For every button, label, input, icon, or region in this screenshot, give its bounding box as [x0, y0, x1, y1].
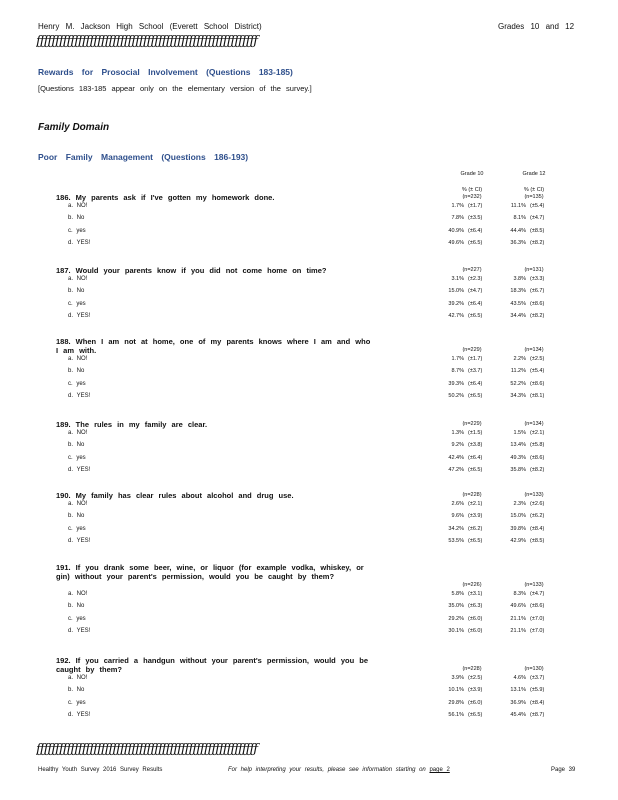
question-text: 188. When I am not at home, one of my parents knows where I am and who I am with.: [56, 337, 371, 355]
grade10-ci: (±3.9): [468, 687, 483, 694]
school-header: Henry M. Jackson High School (Everett School District): [38, 22, 262, 31]
grade12-sample-size: (n=133): [524, 492, 544, 498]
grade10-percent: 39.2%: [448, 300, 464, 307]
grade12-ci: (±6.2): [530, 513, 545, 520]
grade10-ci: (±3.1): [468, 591, 483, 597]
grade10-sample-size: (n=229): [462, 421, 482, 427]
grade10-ci: (±6.0): [468, 627, 483, 634]
footer-help-text: [228, 767, 450, 773]
answer-label: c. yes: [68, 454, 86, 461]
answer-label: a. NO!: [68, 276, 88, 282]
grade10-ci: (±1.7): [468, 203, 483, 209]
answer-label: b. No: [68, 442, 85, 449]
domain-title: Family Domain: [38, 122, 110, 133]
grade12-percent: 13.1%: [510, 687, 526, 694]
grade12-percent: 11.1%: [510, 203, 526, 209]
question-text: 192. If you carried a handgun without your parent's permission, would you be caught by them?: [56, 656, 368, 674]
grade10-percent: 29.8%: [448, 699, 464, 706]
answer-label: a. NO!: [68, 501, 88, 507]
footer-page-link[interactable]: page 2: [429, 767, 450, 773]
grade10-percent: 7.8%: [451, 215, 464, 222]
grade10-ci: (±6.4): [468, 380, 483, 387]
grade12-percent: 2.3%: [513, 501, 526, 507]
grade12-percent: 18.3%: [510, 288, 526, 295]
grade12-ci: (±8.2): [530, 312, 545, 319]
grade12-ci: (±8.6): [530, 454, 545, 461]
grade10-percent: 3.1%: [451, 276, 464, 282]
grade12-percent: 34.4%: [510, 312, 526, 319]
grade10-ci: (±2.5): [468, 675, 483, 681]
grade12-percent: 4.6%: [513, 675, 526, 681]
grade12-ci: (±5.4): [530, 368, 545, 375]
answer-label: c. yes: [68, 525, 86, 532]
grade10-percent: 34.2%: [448, 525, 464, 532]
grade12-percent: 11.2%: [510, 368, 526, 375]
answer-label: d. YES!: [68, 466, 91, 473]
grade12-ci: (±2.6): [530, 501, 545, 507]
grade10-ci: (±6.4): [468, 300, 483, 307]
answer-label: b. No: [68, 603, 85, 610]
grade10-sample-size: (n=228): [462, 492, 482, 498]
answer-label: a. NO!: [68, 356, 88, 362]
grade10-percent: 10.1%: [448, 687, 464, 694]
answer-label: a. NO!: [68, 430, 88, 436]
grade12-ci: (±7.0): [530, 627, 545, 634]
footer-page-number: Page 39: [551, 767, 576, 773]
answer-label: d. YES!: [68, 392, 91, 399]
grade10-percent: 3.9%: [451, 675, 464, 681]
answer-label: b. No: [68, 687, 85, 694]
grade12-ci: (±8.1): [530, 392, 545, 399]
answer-label: b. No: [68, 215, 85, 222]
section-title: Poor Family Management (Questions 186-193): [38, 152, 249, 162]
grade12-percent: 43.5%: [510, 300, 526, 307]
answer-label: b. No: [68, 513, 85, 520]
grade12-percent: 45.4%: [510, 711, 526, 718]
grade12-ci: (±8.5): [530, 537, 545, 544]
answer-label: b. No: [68, 368, 85, 375]
footer-help-label: For help interpreting your results, please see information starting on: [228, 767, 426, 773]
grade10-percent: 42.7%: [448, 312, 464, 319]
answer-label: a. NO!: [68, 591, 88, 597]
grade12-ci: (±6.7): [530, 288, 545, 295]
grade10-percent: 5.8%: [451, 591, 464, 597]
answer-label: c. yes: [68, 380, 86, 387]
grade12-percent: 21.1%: [510, 627, 526, 634]
grade12-ci: (±4.7): [530, 591, 545, 597]
grade10-percent: 47.2%: [448, 466, 464, 473]
grade10-percent: 9.6%: [451, 513, 464, 520]
grade12-ci: (±8.6): [530, 380, 545, 387]
grade10-percent: 53.5%: [448, 537, 464, 544]
grade12-sample-size: (n=133): [524, 582, 544, 588]
answer-label: d. YES!: [68, 537, 91, 544]
grade10-ci: (±1.5): [468, 430, 483, 436]
grade10-ci: (±6.5): [468, 392, 483, 399]
grade10-percent: 1.7%: [451, 203, 464, 209]
grade12-ci: (±5.9): [530, 687, 545, 694]
question-text: 190. My family has clear rules about alcohol and drug use.: [56, 491, 294, 500]
grade10-percent: 50.2%: [448, 392, 464, 399]
grade12-pct-ci-header: % (± CI): [523, 187, 545, 193]
grade12-sample-size: (n=135): [524, 194, 544, 200]
question-text: 189. The rules in my family are clear.: [56, 420, 208, 429]
grade10-ci: (±2.3): [468, 276, 483, 282]
grade10-percent: 15.0%: [448, 288, 464, 295]
grade10-ci: (±6.5): [468, 537, 483, 544]
grade12-percent: 21.1%: [510, 615, 526, 622]
grade10-percent: 2.6%: [451, 501, 464, 507]
grade12-ci: (±8.5): [530, 227, 545, 234]
grade10-ci: (±6.5): [468, 711, 483, 718]
answer-label: a. NO!: [68, 203, 88, 209]
grade10-percent: 1.7%: [451, 356, 464, 362]
grade10-pct-ci-header: % (± CI): [461, 187, 483, 193]
grade10-percent: 56.1%: [448, 711, 464, 718]
question-text: 187. Would your parents know if you did not come home on time?: [56, 266, 327, 275]
grade10-ci: (±6.4): [468, 454, 483, 461]
grade10-percent: 40.9%: [448, 227, 464, 234]
grade10-percent: 8.7%: [451, 368, 464, 375]
footer-survey-name: Healthy Youth Survey 2016 Survey Results: [38, 767, 163, 773]
grade12-ci: (±8.7): [530, 711, 545, 718]
grade12-percent: 2.2%: [513, 356, 526, 362]
grade10-ci: (±6.4): [468, 227, 483, 234]
answer-label: c. yes: [68, 227, 86, 234]
question-text: 191. If you drank some beer, wine, or liquor (for example vodka, whiskey, or gin) without your parent's permission, would you be caught by them?: [56, 563, 364, 581]
answer-label: d. YES!: [68, 239, 91, 246]
grade10-percent: 35.0%: [448, 603, 464, 610]
grade10-percent: 49.6%: [448, 239, 464, 246]
grade10-ci: (±3.8): [468, 442, 483, 449]
grades-header: Grades 10 and 12: [498, 22, 575, 31]
grade12-percent: 42.9%: [510, 537, 526, 544]
grade10-sample-size: (n=229): [462, 347, 482, 353]
grade10-ci: (±6.0): [468, 615, 483, 622]
grade12-sample-size: (n=131): [524, 267, 544, 273]
grade12-percent: 3.8%: [513, 276, 526, 282]
grade10-percent: 30.1%: [448, 627, 464, 634]
grade12-ci: (±3.7): [530, 675, 545, 681]
grade12-ci: (±8.2): [530, 466, 545, 473]
grade12-ci: (±8.2): [530, 239, 545, 246]
header-rule: ƒƒƒƒƒƒƒƒƒƒƒƒƒƒƒƒƒƒƒƒƒƒƒƒƒƒƒƒƒƒƒƒƒƒƒƒƒƒƒƒƒƒƒƒƒƒƒƒƒƒƒƒƒƒƒƒƒƒ: [36, 34, 258, 49]
grade10-percent: 9.2%: [451, 442, 464, 449]
grade10-ci: (±6.5): [468, 239, 483, 246]
grade10-ci: (±6.5): [468, 466, 483, 473]
grade12-percent: 8.3%: [513, 591, 526, 597]
answer-label: d. YES!: [68, 711, 91, 718]
answer-label: a. NO!: [68, 675, 88, 681]
grade10-header: Grade 10: [460, 171, 484, 177]
grade12-ci: (±8.4): [530, 525, 545, 532]
grade10-ci: (±1.7): [468, 356, 483, 362]
grade10-percent: 1.3%: [451, 430, 464, 436]
grade12-percent: 8.1%: [513, 215, 526, 222]
grade12-percent: 36.3%: [510, 239, 526, 246]
grade12-sample-size: (n=134): [524, 347, 544, 353]
grade10-ci: (±3.9): [468, 513, 483, 520]
grade12-ci: (±3.3): [530, 276, 545, 282]
grade12-ci: (±2.5): [530, 356, 545, 362]
answer-label: d. YES!: [68, 627, 91, 634]
grade12-percent: 52.2%: [510, 380, 526, 387]
grade12-percent: 1.5%: [513, 430, 526, 436]
grade12-ci: (±8.4): [530, 699, 545, 706]
grade12-ci: (±5.8): [530, 442, 545, 449]
grade10-ci: (±6.5): [468, 312, 483, 319]
grade10-ci: (±3.5): [468, 215, 483, 222]
grade12-percent: 36.9%: [510, 699, 526, 706]
grade12-ci: (±7.0): [530, 615, 545, 622]
rewards-note: [Questions 183-185 appear only on the elementary version of the survey.]: [38, 84, 312, 93]
grade12-percent: 35.8%: [510, 466, 526, 473]
grade12-header: Grade 12: [522, 171, 546, 177]
grade10-sample-size: (n=227): [462, 267, 482, 273]
grade10-sample-size: (n=226): [462, 582, 482, 588]
grade12-sample-size: (n=130): [524, 666, 544, 672]
answer-label: c. yes: [68, 300, 86, 307]
grade10-ci: (±6.3): [468, 603, 483, 610]
question-text: 186. My parents ask if I've gotten my homework done.: [56, 193, 275, 202]
grade12-percent: 13.4%: [510, 442, 526, 449]
grade12-percent: 49.3%: [510, 454, 526, 461]
grade10-ci: (±2.1): [468, 501, 483, 507]
grade10-ci: (±3.7): [468, 368, 483, 375]
grade10-percent: 29.2%: [448, 615, 464, 622]
grade10-percent: 42.4%: [448, 454, 464, 461]
answer-label: b. No: [68, 288, 85, 295]
grade12-ci: (±8.6): [530, 300, 545, 307]
grade12-percent: 44.4%: [510, 227, 526, 234]
grade10-ci: (±6.2): [468, 525, 483, 532]
grade12-percent: 39.8%: [510, 525, 526, 532]
grade12-ci: (±5.4): [530, 203, 545, 209]
grade10-sample-size: (n=228): [462, 666, 482, 672]
grade12-percent: 15.0%: [510, 513, 526, 520]
grade12-ci: (±2.1): [530, 430, 545, 436]
answer-label: c. yes: [68, 615, 86, 622]
grade12-percent: 34.3%: [510, 392, 526, 399]
grade10-sample-size: (n=232): [462, 194, 482, 200]
grade12-percent: 49.6%: [510, 603, 526, 610]
grade10-percent: 39.3%: [448, 380, 464, 387]
grade12-sample-size: (n=134): [524, 421, 544, 427]
grade12-ci: (±4.7): [530, 215, 545, 222]
grade12-ci: (±8.6): [530, 603, 545, 610]
footer-rule: ƒƒƒƒƒƒƒƒƒƒƒƒƒƒƒƒƒƒƒƒƒƒƒƒƒƒƒƒƒƒƒƒƒƒƒƒƒƒƒƒƒƒƒƒƒƒƒƒƒƒƒƒƒƒƒƒƒƒ: [36, 742, 258, 757]
answer-label: c. yes: [68, 699, 86, 706]
answer-label: d. YES!: [68, 312, 91, 319]
grade10-ci: (±4.7): [468, 288, 483, 295]
grade10-ci: (±6.0): [468, 699, 483, 706]
rewards-section-title: Rewards for Prosocial Involvement (Questions 183-185): [38, 67, 293, 77]
